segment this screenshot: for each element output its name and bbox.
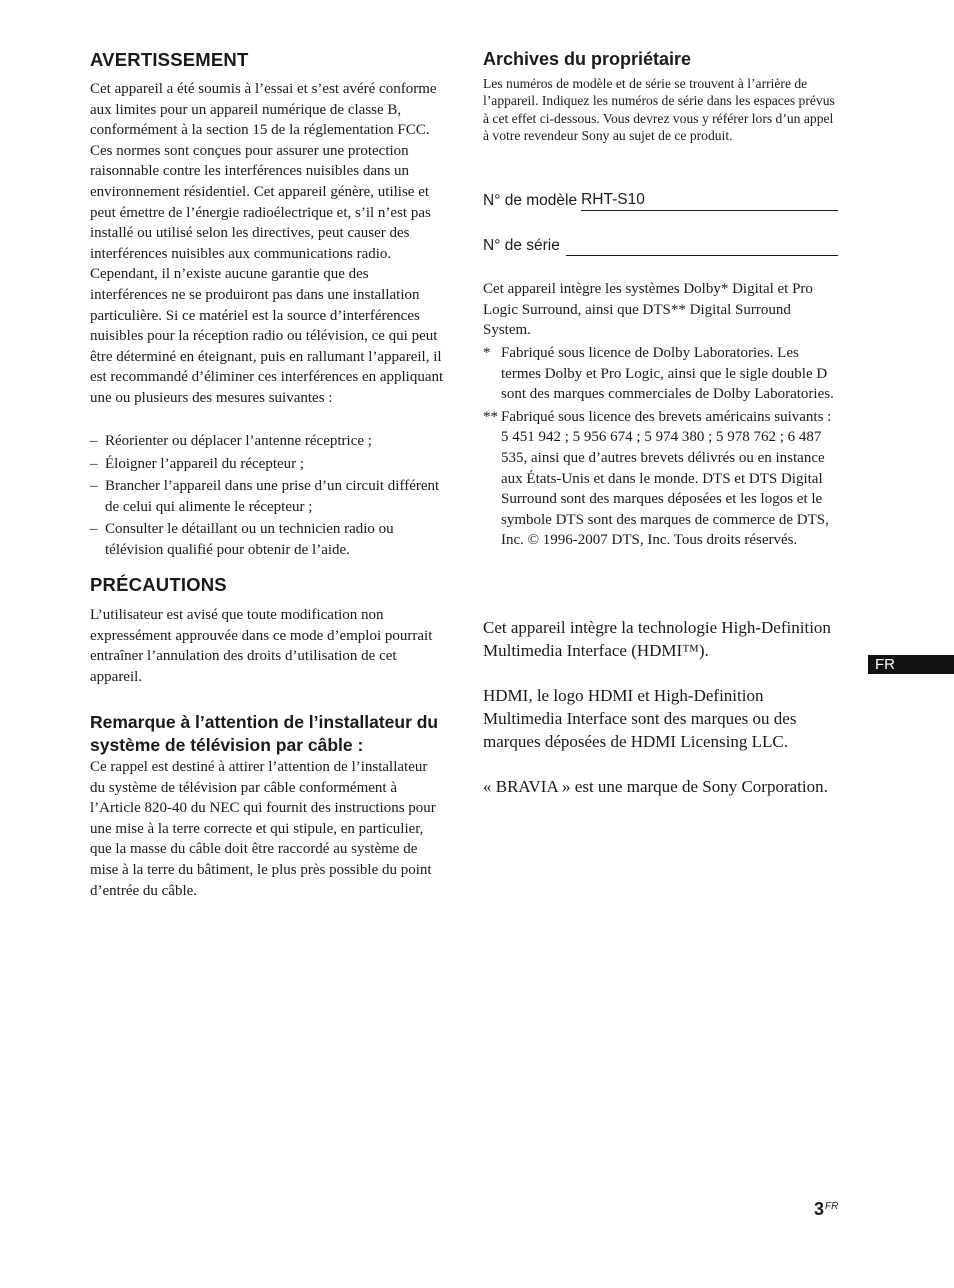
serial-number-value <box>566 234 838 256</box>
list-item: – Brancher l’appareil dans une prise d’un circuit différent de celui qui alimente le récepteur ; <box>90 478 440 515</box>
remarque-body: Ce rappel est destiné à attirer l’attention de l’installateur du système de télévision par câble conformément à l’Article 820-40 du NEC qui fournit des instructions pour une mise à la terre correcte et qui stipule, en particulier, que la masse du câble doit être raccordé au système de mise à la terre du bâtiment, le plus près possible du point d’entrée du câble. <box>90 759 436 899</box>
footnote-mark: ** <box>483 408 498 425</box>
model-number-field <box>483 189 838 211</box>
model-number-value: RHT-S10 <box>581 189 838 211</box>
hdmi-technology-text: Cet appareil intègre la technologie High-Definition Multimedia Interface (HDMI™). <box>483 618 831 660</box>
bravia-trademark-text: « BRAVIA » est une marque de Sony Corporation. <box>483 777 828 796</box>
remarque-heading: Remarque à l’attention de l’installateur du système de télévision par câble : <box>90 712 439 755</box>
dash-mark: – <box>90 433 98 449</box>
avertissement-measures-list <box>90 431 446 563</box>
language-tab: FR <box>868 655 954 674</box>
page-number-suffix: FR <box>825 1201 839 1212</box>
avertissement-body: Cet appareil a été soumis à l’essai et s’est avéré conforme aux limites pour un appareil numérique de classe B, conformément à la section 15 de la réglementation FCC. Ces normes sont conçues pour assurer une protection raisonnable contre les interférences nuisibles dans un environnement résidentiel. Cet appareil génère, utilise et peut émettre de l’énergie radioélectrique et, s’il n’est pas installé ou utilisé selon les directives, peut causer des interférences nuisibles aux communications radio. Cependant, il n’existe aucune garantie que des interférences ne se produiront pas dans une installation particulière. Si ce matériel est la source d’interférences nuisibles pour la réception radio ou télévision, ce qui peut être déterminé en éteignant, puis en rallumant l’appareil, il est recommandé d’éliminer ces interférences en appliquant une ou plusieurs des mesures suivantes : <box>90 81 444 406</box>
dash-mark: – <box>90 455 98 472</box>
list-item: – Éloigner l’appareil du récepteur ; <box>90 454 446 475</box>
list-item: – Consulter le détaillant ou un technicien radio ou télévision qualifié pour obtenir de l’aide. <box>90 521 394 558</box>
dolby-intro: Cet appareil intègre les systèmes Dolby* Digital et Pro Logic Surround, ainsi que DTS** Digital Surround System. <box>483 281 813 339</box>
dash-mark: – <box>90 478 98 495</box>
serial-number-field <box>483 234 838 256</box>
precautions-body: L’utilisateur est avisé que toute modification non expressément approuvée dans ce mode d’emploi pourrait entraîner l’annulation des droits d’utilisation de cet appareil. <box>90 607 433 685</box>
list-item: – Réorienter ou déplacer l’antenne réceptrice ; <box>90 431 446 452</box>
dash-mark: – <box>90 521 98 538</box>
hdmi-trademark-text: HDMI, le logo HDMI et High-Definition Multimedia Interface sont des marques ou des marques déposées de HDMI Licensing LLC. <box>483 686 797 751</box>
list-item: * Fabriqué sous licence de Dolby Laboratories. Les termes Dolby et Pro Logic, ainsi que le sigle double D sont des marques commerciales de Dolby Laboratories. <box>483 345 834 403</box>
avertissement-heading: AVERTISSEMENT <box>90 49 249 70</box>
serial-number-label: N° de série <box>483 237 560 254</box>
archives-heading: Archives du propriétaire <box>483 49 692 69</box>
footnotes-list <box>483 343 839 553</box>
precautions-heading: PRÉCAUTIONS <box>90 574 227 595</box>
model-number-label: N° de modèle <box>483 192 578 209</box>
list-item: ** Fabriqué sous licence des brevets américains suivants : 5 451 942 ; 5 956 674 ; 5 974 380 ; 5 978 762 ; 6 487 535, ainsi que d’autres brevets délivrés ou en instance aux États-Unis et dans le monde. DTS et DTS Digital Surround sont des marques déposées et les logos et le symbole DTS sont des marques de commerce de DTS, Inc. © 1996-2007 DTS, Inc. Tous droits réservés. <box>483 408 832 549</box>
footnote-mark: * <box>483 345 491 361</box>
archives-body: Les numéros de modèle et de série se trouvent à l’arrière de l’appareil. Indiquez les numéros de série dans les espaces prévus à cet effet ci-dessous. Vous devrez vous y référer lors d’un appel à votre revendeur Sony au sujet de ce produit. <box>483 76 835 144</box>
page-number: $3^{FR}$ <box>814 1199 839 1219</box>
